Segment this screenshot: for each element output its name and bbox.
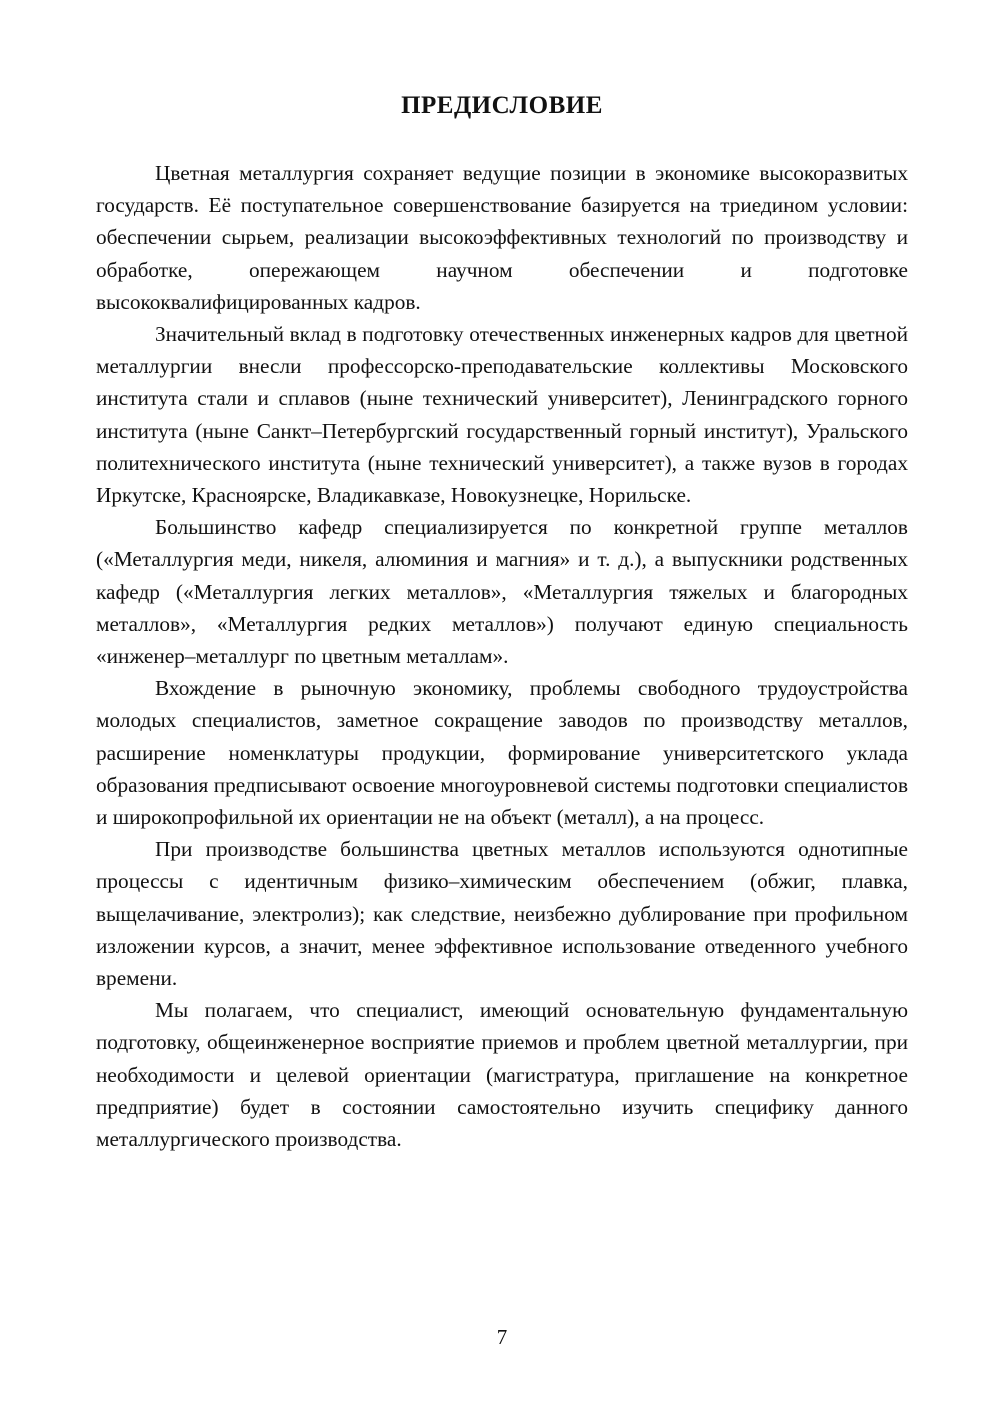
paragraph: При производстве большинства цветных металлов используются однотипные процессы с идентичным физико–химическим обеспечением (обжиг, плавка, выщелачивание, электролиз); как следствие, неизбежно дублирование при профильном изложении курсов, а значит, менее эффективное использование отведенного учебного времени. bbox=[96, 837, 908, 991]
body-text bbox=[96, 157, 908, 1155]
paragraph: Цветная металлургия сохраняет ведущие позиции в экономике высокоразвитых государств. Её поступательное совершенствование базируется на триедином условии: обеспечении сырьем, реализации высокоэффективных технологий по производству и обработке, опережающем научном обеспечении и подготовке высококвалифицированных кадров. bbox=[96, 161, 908, 314]
paragraph: Вхождение в рыночную экономику, проблемы свободного трудоустройства молодых специалистов, заметное сокращение заводов по производству металлов, расширение номенклатуры продукции, формирование университетского уклада образования предписывают освоение многоуровневой системы подготовки специалистов и широкопрофильной их ориентации не на объект (металл), а на процесс. bbox=[96, 676, 908, 830]
paragraph: Мы полагаем, что специалист, имеющий основательную фундаментальную подготовку, общеинженерное восприятие приемов и проблем цветной металлургии, при необходимости и целевой ориентации (магистратура, приглашение на конкретное предприятие) будет в состоянии самостоятельно изучить специфику данного металлургического производства. bbox=[96, 998, 908, 1152]
page-number: 7 bbox=[496, 1325, 508, 1349]
paragraph: Большинство кафедр специализируется по конкретной группе металлов («Металлургия меди, никеля, алюминия и магния» и т. д.), а выпускники родственных кафедр («Металлургия легких металлов», «Металлургия тяжелых и благородных металлов», «Металлургия редких металлов») получают единую специальность «инженер–металлург по цветным металлам». bbox=[96, 515, 908, 669]
page-title: ПРЕДИСЛОВИЕ bbox=[401, 92, 603, 119]
paragraph: Значительный вклад в подготовку отечественных инженерных кадров для цветной металлургии внесли профессорско-преподавательские коллективы Московского института стали и сплавов (ныне технический университет), Ленинградского горного института (ныне Санкт–Петербургский государственный горный институт), Уральского политехнического института (ныне технический университет), а также вузов в городах Иркутске, Красноярске, Владикавказе, Новокузнецке, Норильске. bbox=[96, 322, 908, 508]
